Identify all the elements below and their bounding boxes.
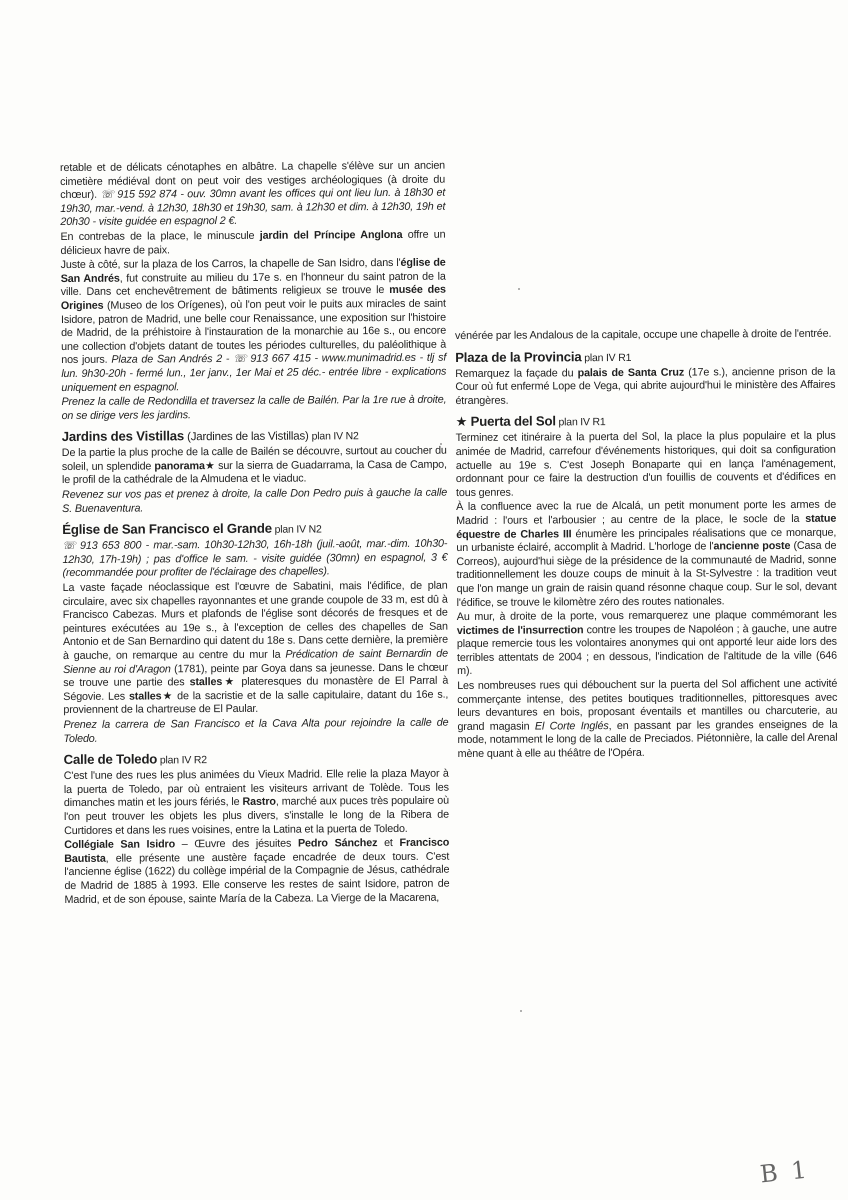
section-heading-provincia: Plaza de la Provincia plan IV R1: [455, 348, 632, 365]
bold-term: panorama: [154, 459, 205, 473]
bold-term: jardin del Príncipe Anglona: [259, 228, 403, 242]
star-icon: ★: [455, 414, 471, 430]
paragraph: La vaste façade néoclassique est l'œuvre de Sabatini, mais l'édifice, de plan circulaire, avec six chapelles rayonnantes et une grande coupole de 33 m, est dû à Francisco Cabezas. Murs et plafonds de l'église sont décorés de fresques et de peintures exécutées au 19e s., à l'exception de celles des chapelles de San Antonio et de San Bernardino qui datent du 18e s. Dans cette dernière, la première à gauche, on remarque au centre du mur la Prédication de saint Bernardin de Sienne au roi d'Aragon (1781), peinte par Goya dans sa jeunesse. Dans le chœur se trouve une partie des stalles★ plateresques du monastère de El Parral à Ségovie. Les stalles★ de la sacristie et de la salle capitulaire, datant du 16e s., proviennent de la chartreuse de El Paular.: [62, 579, 449, 717]
bold-term: victimes de l'insurrection: [456, 623, 584, 637]
scan-speck: [520, 1010, 522, 1012]
paragraph: Au mur, à droite de la porte, vous remarquerez une plaque commémorant les victimes de l'insurrection contre les troupes de Napoléon ; à gauche, une autre plaque remercie tous les volontaires anonymes qui ont apporté leur aide lors des terribles attentats de 2004 ; en dessous, l'indication de l'altitude de la ville (646 m).: [456, 608, 838, 678]
bold-term: musée des Origines: [60, 283, 446, 312]
directions-text: Prenez la carrera de San Francisco et la Cava Alta pour rejoindre la calle de Toledo.: [63, 716, 449, 745]
paragraph: De la partie la plus proche de la calle de Bailén se découvre, surtout au coucher du soleil, un splendide panorama★ sur la sierra de Guadarrama, la Casa de Campo, le profil de la cathédrale de la Almudena et le viaduc.: [61, 444, 447, 487]
bold-term: Pedro Sánchez: [297, 837, 378, 850]
bold-term: stalles: [189, 676, 223, 689]
paragraph: Remarquez la façade du palais de Santa Cruz (17e s.), ancienne prison de la Cour où fut enfermé Lope de Vega, qui abrite aujourd'hui le ministère des Affaires étrangères.: [455, 365, 836, 407]
paragraph: C'est l'une des rues les plus animées du Vieux Madrid. Elle relie la plaza Mayor à la puerta de Toledo, par où entraient les visiteurs arrivant de Tolède. Tous les dimanches matin et les jours fériés, le Rastro, marché aux puces très populaire où l'on peut trouver les objets les plus divers, s'installe le long de la Ribera de Curtidores et dans les rues voisines, entre la Latina et la puerta de Toledo.: [63, 767, 450, 837]
bold-term: ancienne poste: [713, 540, 791, 553]
paragraph: À la confluence avec la rue de Alcalá, un petit monument porte les armes de Madrid : l'ours et l'arbousier ; au centre de la place, le socle de la statue équestre de Charles III énumère les principales réalisations que ce monarque, un urbaniste éclairé, accomplit à Madrid. L'horloge de l'ancienne poste (Casa de Correos), aujourd'hui siège de la présidence de la communauté de Madrid, sonne traditionnellement les douze coups de minuit à la St-Sylvestre : la tradition veut que l'on mange un grain de raisin quand résonne chaque coup. Sur le sol, devant l'édifice, se trouve le kilomètre zéro des routes nationales.: [456, 499, 837, 609]
bold-term: Rastro: [242, 796, 276, 809]
section-heading-vistillas: Jardins des Vistillas (Jardines de las Vistillas) plan IV N2: [61, 428, 359, 445]
section-heading-san-francisco: Église de San Francisco el Grande plan IV N2: [62, 520, 322, 538]
bold-term: Francisco Bautista: [64, 836, 450, 865]
practical-info: ☏ 915 592 874 - ouv. 30mn avant les offices qui ont lieu lun. à 18h30 et 19h30, mar.-vend. à 12h30, 18h30 et 19h30, sam. à 12h30 et dim. à 12h30, 19h et 20h30 - visite guidée en espagnol 2 €.: [60, 186, 446, 229]
paragraph: En contrebas de la place, le minuscule jardin del Príncipe Anglona offre un délicieux havre de paix.: [60, 228, 446, 257]
paragraph: Les nombreuses rues qui débouchent sur la puerta del Sol affichent une activité commerçante intense, des petites boutiques traditionnelles, pittoresques avec leurs devantures en bois, proposant éventails et mantilles ou charcuterie, au grand magasin El Corte Inglés, en passant par les grandes enseignes de la mode, notamment le long de la calle de Preciados. Piétonnière, la calle del Arenal mène quant à elle au théâtre de l'Opéra.: [457, 677, 838, 761]
right-column: [455, 328, 838, 763]
directions-text: Revenez sur vos pas et prenez à droite, la calle Don Pedro puis à gauche la calle S. Buenaventura.: [61, 486, 448, 515]
practical-info: Plaza de San Andrés 2 - ☏ 913 667 415 - www.munimadrid.es - tlj sf lun. 9h30-20h - fermé lun., 1er janv., 1er Mai et 25 déc.- entrée libre - explications uniquement en espagnol.: [61, 351, 447, 394]
bold-term: statue équestre de Charles III: [456, 512, 837, 541]
practical-info: ☏ 913 653 800 - mar.-sam. 10h30-12h30, 16h-18h (juil.-août, mar.-dim. 10h30-12h30, 17h-19h) ; pas d'office le sam. - visite guidée (30mn) en espagnol, 3 € (recommandée pour profiter de l'éclairage des chapelles).: [62, 537, 448, 580]
scan-speck: [440, 443, 442, 445]
paragraph: Terminez cet itinéraire à la puerta del Sol, la place la plus populaire et la plus animée de Madrid, carrefour d'événements historiques, qui doit sa configuration actuelle au 19e s. C'est Joseph Bonaparte qui en lança l'aménagement, ordonnant pour ce faire la destruction d'un fouillis de couvents et d'édifices en tous genres.: [455, 430, 836, 499]
paragraph: vénérée par les Andalous de la capitale, occupe une chapelle à droite de l'entrée.: [455, 327, 832, 342]
scan-speck: [518, 288, 520, 290]
handwritten-page-mark: B 1: [758, 1155, 811, 1189]
left-column: [60, 160, 450, 908]
section-heading-toledo: Calle de Toledo plan IV R2: [63, 751, 207, 768]
bold-term: église de San Andrés: [60, 256, 446, 285]
paragraph: retable et de délicats cénotaphes en albâtre. La chapelle s'élève sur un ancien cimetière médiéval dont on peut voir des vestiges archéologiques (à droite du chœur). ☏ 915 592 874 - ouv. 30mn avant les offices qui ont lieu lun. à 18h30 et 19h30, mar.-vend. à 12h30, 18h30 et 19h30, sam. à 12h30 et dim. à 12h30, 19h et 20h30 - visite guidée en espagnol 2 €.: [60, 159, 446, 229]
directions-text: Prenez la calle de Redondilla et traversez la calle de Bailén. Par la 1re rue à droite, on se dirige vers les jardins.: [61, 393, 447, 422]
paragraph: Juste à côté, sur la plaza de los Carros, la chapelle de San Isidro, dans l'église de San Andrés, fut construite au milieu du 17e s. en l'honneur du saint patron de la ville. Dans cet enchevêtrement de bâtiments religieux se trouve le musée des Origines (Museo de los Orígenes), où l'on peut voir le puits aux miracles de saint Isidore, patron de Madrid, une belle cour Renaissance, une exposition sur l'histoire de Madrid, de la préhistoire à l'instauration de la monarchie au 16e s., ou encore une collection d'objets datant de toutes les périodes culturelles, du paléolithique à nos jours. Plaza de San Andrés 2 - ☏ 913 667 415 - www.munimadrid.es - tlj sf lun. 9h30-20h - fermé lun., 1er janv., 1er Mai et 25 déc.- entrée libre - explications uniquement en espagnol.: [60, 256, 447, 394]
bold-term: stalles: [128, 690, 162, 703]
paragraph: Collégiale San Isidro – Œuvre des jésuites Pedro Sánchez et Francisco Bautista, elle présente une austère façade encadrée de deux tours. C'est l'ancienne église (1622) du collège impérial de la Compagnie de Jésus, cathédrale de Madrid de 1885 à 1993. Elle conserve les restes de saint Isidore, patron de Madrid, et de son épouse, sainte María de la Cabeza. La Vierge de la Macarena,: [64, 836, 450, 906]
section-heading-puerta-del-sol: ★ Puerta del Sol plan IV R1: [455, 413, 606, 430]
bold-term: palais de Santa Cruz: [577, 366, 685, 379]
bold-term: Collégiale San Isidro: [64, 838, 176, 852]
